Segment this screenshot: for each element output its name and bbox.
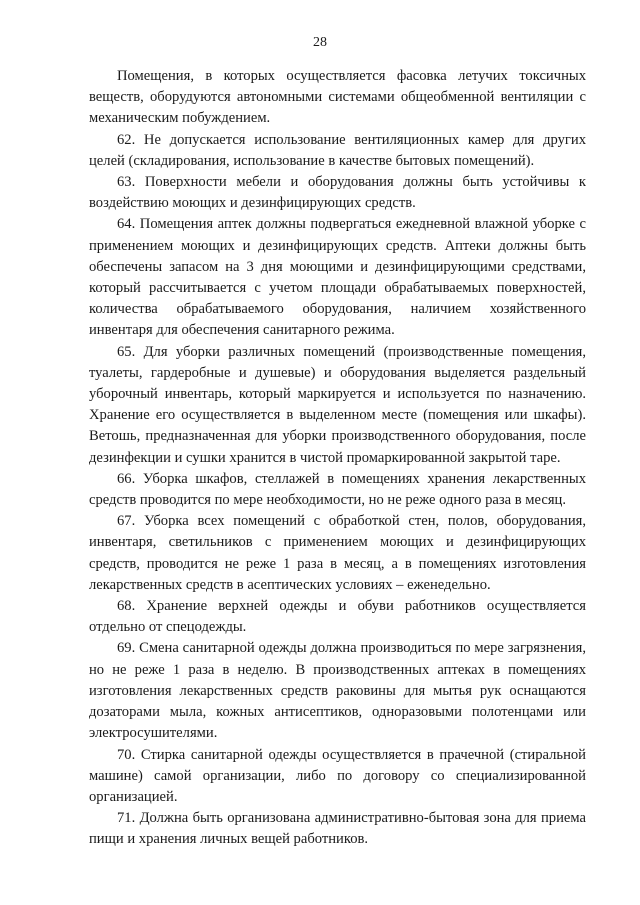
page-number: 28	[313, 35, 327, 50]
document-body	[89, 66, 586, 851]
paragraph-71: 71. Должна быть организована административно-бытовая зона для приема пищи и хранения личных вещей работников.	[89, 810, 586, 848]
paragraph-68: 68. Хранение верхней одежды и обуви работников осуществляется отдельно от спецодежды.	[89, 598, 586, 636]
paragraph-65: 65. Для уборки различных помещений (производственные помещения, туалеты, гардеробные и душевые) и оборудования выделяется раздельный уборочный инвентарь, который маркируется и используется по назначению. Хранение его осуществляется в выделенном месте (помещения или шкафы). Ветошь, предназначенная для уборки производственного оборудования, после дезинфекции и сушки хранится в чистой промаркированной закрытой таре.	[89, 343, 586, 466]
paragraph-67: 67. Уборка всех помещений с обработкой стен, полов, оборудования, инвентаря, светильников с применением моющих и дезинфицирующих средств, проводится не реже 1 раза в месяц, а в помещениях изготовления лекарственных средств в асептических условиях – еженедельно.	[89, 513, 586, 593]
paragraph-62: 62. Не допускается использование вентиляционных камер для других целей (складирования, использование в качестве бытовых помещений).	[89, 131, 586, 169]
paragraph-70: 70. Стирка санитарной одежды осуществляется в прачечной (стиральной машине) самой организации, либо по договору со специализированной организацией.	[89, 746, 586, 805]
paragraph-64: 64. Помещения аптек должны подвергаться ежедневной влажной уборке с применением моющих и дезинфицирующих средств. Аптеки должны быть обеспечены запасом на 3 дня моющими и дезинфицирующими средствами, который рассчитывается с учетом площади обрабатываемых поверхностей, количества обрабатываемого оборудования, наличием хозяйственного инвентаря для обеспечения санитарного режима.	[89, 216, 586, 339]
paragraph-69: 69. Смена санитарной одежды должна производиться по мере загрязнения, но не реже 1 раза в неделю. В производственных аптеках в помещениях изготовления лекарственных средств раковины для мытья рук оснащаются дозаторами мыла, кожных антисептиков, одноразовыми полотенцами или электросушителями.	[89, 640, 586, 742]
paragraph-66: 66. Уборка шкафов, стеллажей в помещениях хранения лекарственных средств проводится по мере необходимости, но не реже одного раза в месяц.	[89, 470, 586, 509]
paragraph-63: 63. Поверхности мебели и оборудования должны быть устойчивы к воздействию моющих и дезинфицирующих средств.	[89, 174, 586, 212]
paragraph-continuation: Помещения, в которых осуществляется фасовка летучих токсичных веществ, оборудуются автономными системами общеобменной вентиляции с механическим побуждением.	[89, 68, 586, 127]
